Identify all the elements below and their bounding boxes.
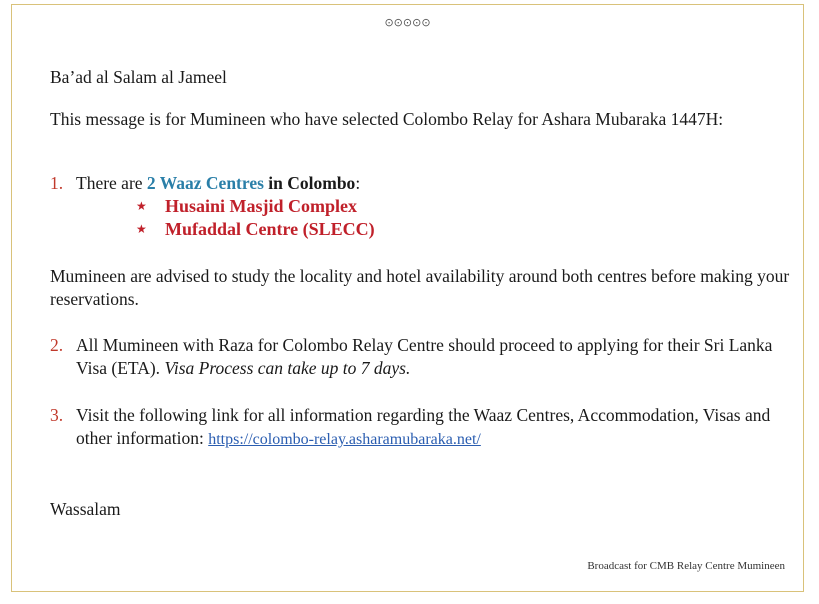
advice-paragraph: Mumineen are advised to study the locality and hotel availability around both centres before making your reservations. bbox=[50, 266, 790, 309]
item1-prefix: There are bbox=[76, 173, 143, 193]
ornament-divider: ⊙⊙⊙⊙⊙ bbox=[384, 16, 431, 29]
document-frame bbox=[11, 4, 804, 592]
greeting-text: Ba’ad al Salam al Jameel bbox=[50, 67, 227, 87]
list-item-3-body bbox=[76, 404, 802, 451]
centre-list bbox=[136, 195, 375, 241]
list-number-3: 3. bbox=[50, 405, 64, 425]
list-item-3 bbox=[50, 404, 802, 451]
star-icon: ★ bbox=[136, 199, 147, 213]
list-item-2-body bbox=[76, 334, 802, 380]
centre-item bbox=[136, 218, 375, 241]
list-item-1 bbox=[50, 172, 802, 195]
location-text: in Colombo bbox=[268, 173, 356, 193]
star-icon: ★ bbox=[136, 222, 147, 236]
centre-name: Mufaddal Centre (SLECC) bbox=[165, 219, 375, 239]
intro-paragraph: This message is for Mumineen who have selected Colombo Relay for Ashara Mubaraka 1447H: bbox=[50, 109, 724, 129]
list-item-2 bbox=[50, 334, 802, 380]
list-number-2: 2. bbox=[50, 335, 64, 355]
waaz-centre-count: 2 Waaz Centres bbox=[146, 173, 264, 193]
visa-process-note: Visa Process can take up to 7 days. bbox=[164, 358, 411, 378]
info-instruction: Visit the following link for all information regarding the Waaz Centres, Accommodation, Visas and other information: bbox=[76, 405, 771, 448]
centre-item bbox=[136, 195, 375, 218]
centre-name: Husaini Masjid Complex bbox=[165, 196, 358, 216]
list-item-1-body bbox=[76, 172, 802, 195]
broadcast-footer: Broadcast for CMB Relay Centre Mumineen bbox=[587, 560, 785, 572]
visa-instruction: All Mumineen with Raza for Colombo Relay Centre should proceed to applying for their Sri Lanka Visa (ETA). bbox=[76, 335, 773, 378]
item1-suffix: : bbox=[355, 173, 361, 193]
signoff-text: Wassalam bbox=[50, 499, 121, 519]
list-number-1: 1. bbox=[50, 173, 64, 193]
relay-info-link[interactable]: https://colombo-relay.asharamubaraka.net/ bbox=[208, 431, 481, 448]
